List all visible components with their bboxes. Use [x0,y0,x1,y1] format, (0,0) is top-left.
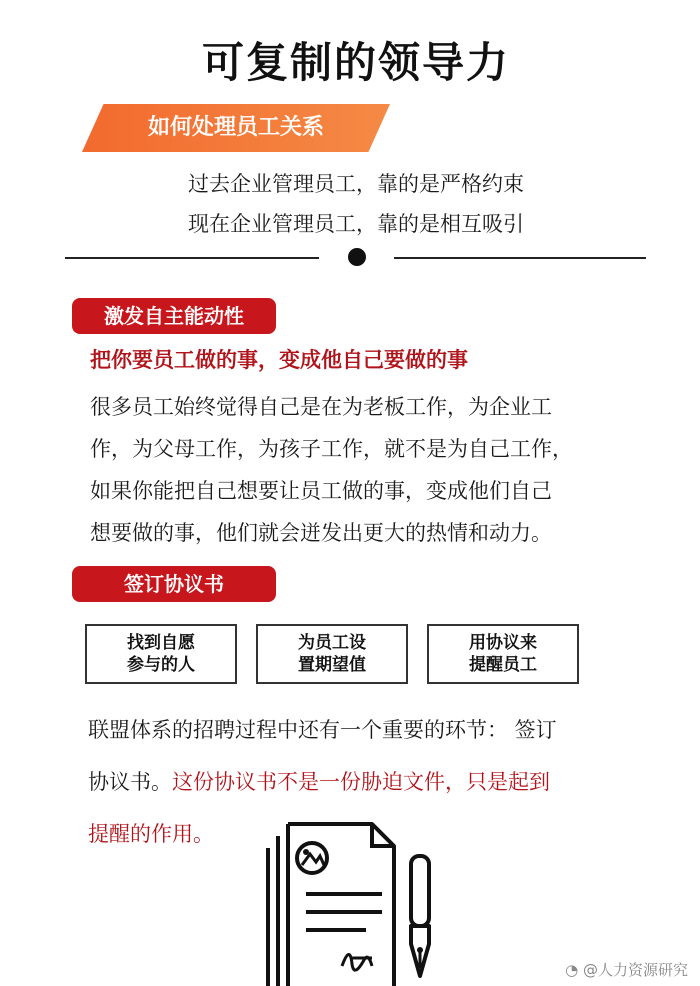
motivation-line-2: 作，为父母工作，为孩子工作，就不是为自己工作， [90,437,573,461]
step-box-1-line-1: 找到自愿 [127,633,195,653]
weibo-icon: ◔ [565,961,583,979]
agreement-line-2-red: 这份协议书不是一份胁迫文件，只是起到 [172,770,550,794]
divider-right [394,257,646,259]
agreement-line-2-black: 协议书。 [88,770,172,794]
section-banner-label: 如何处理员工关系 [147,115,324,140]
page-title: 可复制的领导力 [201,38,510,87]
watermark [565,959,688,980]
motivation-highlight: 把你要员工做的事，变成他自己要做的事 [90,348,468,372]
step-box-1 [85,624,237,684]
intro-line-1: 过去企业管理员工，靠的是严格约束 [188,172,524,196]
step-box-3-line-1: 用协议来 [469,633,537,653]
motivation-line-1: 很多员工始终觉得自己是在为老板工作，为企业工 [90,395,552,419]
step-box-2-line-1: 为员工设 [298,633,366,653]
divider-dot [348,248,366,266]
step-box-2 [256,624,408,684]
agreement-line-1: 联盟体系的招聘过程中还有一个重要的环节： 签订 [88,718,557,742]
section-label-agreement: 签订协议书 [72,566,276,602]
watermark-text: @人力资源研究 [582,961,688,979]
step-box-1-line-2: 参与的人 [127,655,195,675]
motivation-line-4: 想要做的事，他们就会迸发出更大的热情和动力。 [90,521,552,545]
agreement-line-2 [88,766,550,796]
divider-left [65,257,319,259]
intro-line-2: 现在企业管理员工，靠的是相互吸引 [188,212,524,236]
step-box-3 [427,624,579,684]
fountain-pen-icon [400,852,440,982]
section-label-motivation: 激发自主能动性 [72,298,276,334]
agreement-line-3: 提醒的作用。 [88,822,214,846]
motivation-line-3: 如果你能把自己想要让员工做的事，变成他们自己 [90,479,552,503]
step-box-3-line-2: 提醒员工 [469,655,537,675]
step-box-2-line-2: 置期望值 [298,655,366,675]
